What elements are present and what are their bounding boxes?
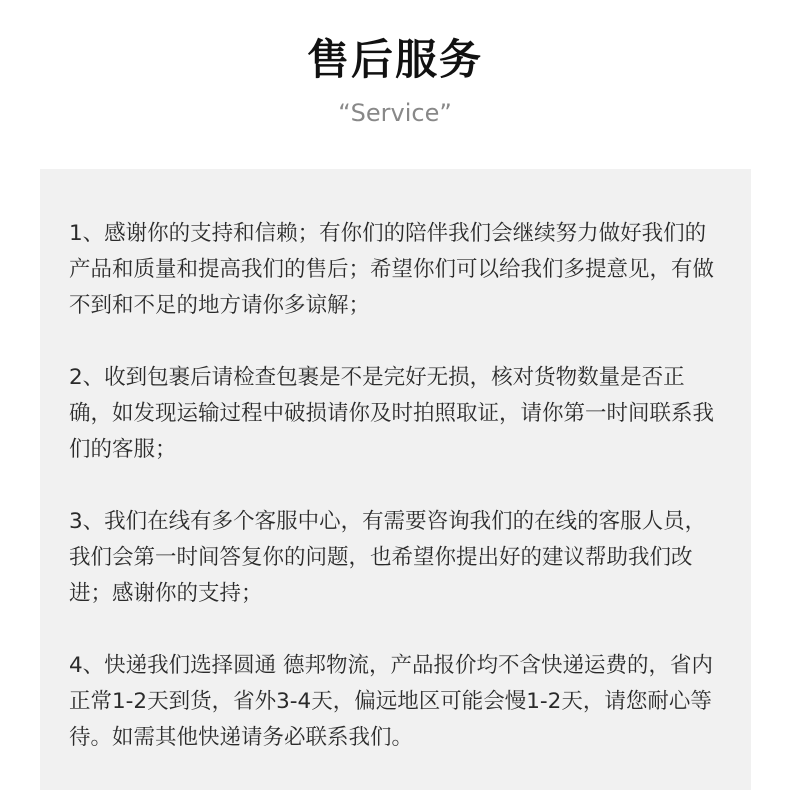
service-item-1: 1、感谢你的支持和信赖；有你们的陪伴我们会继续努力做好我们的产品和质量和提高我们的售后；希望你们可以给我们多提意见，有做不到和不足的地方请你多谅解； [69, 221, 715, 318]
service-info-panel [40, 169, 751, 790]
page-title: 售后服务 [306, 35, 483, 84]
page-subtitle: “Service” [338, 99, 452, 127]
service-item-2: 2、收到包裹后请检查包裹是不是完好无损，核对货物数量是否正确，如发现运输过程中破损请你及时拍照取证，请你第一时间联系我们的客服； [69, 365, 715, 462]
service-item-4: 4、快递我们选择圆通 德邦物流，产品报价均不含快递运费的，省内正常1-2天到货，省外3-4天，偏远地区可能会慢1-2天，请您耐心等待。如需其他快递请务必联系我们。 [69, 653, 714, 750]
page-header [0, 30, 790, 130]
service-item-3: 3、我们在线有多个客服中心，有需要咨询我们的在线的客服人员，我们会第一时间答复你的问题，也希望你提出好的建议帮助我们改进；感谢你的支持； [69, 509, 707, 606]
